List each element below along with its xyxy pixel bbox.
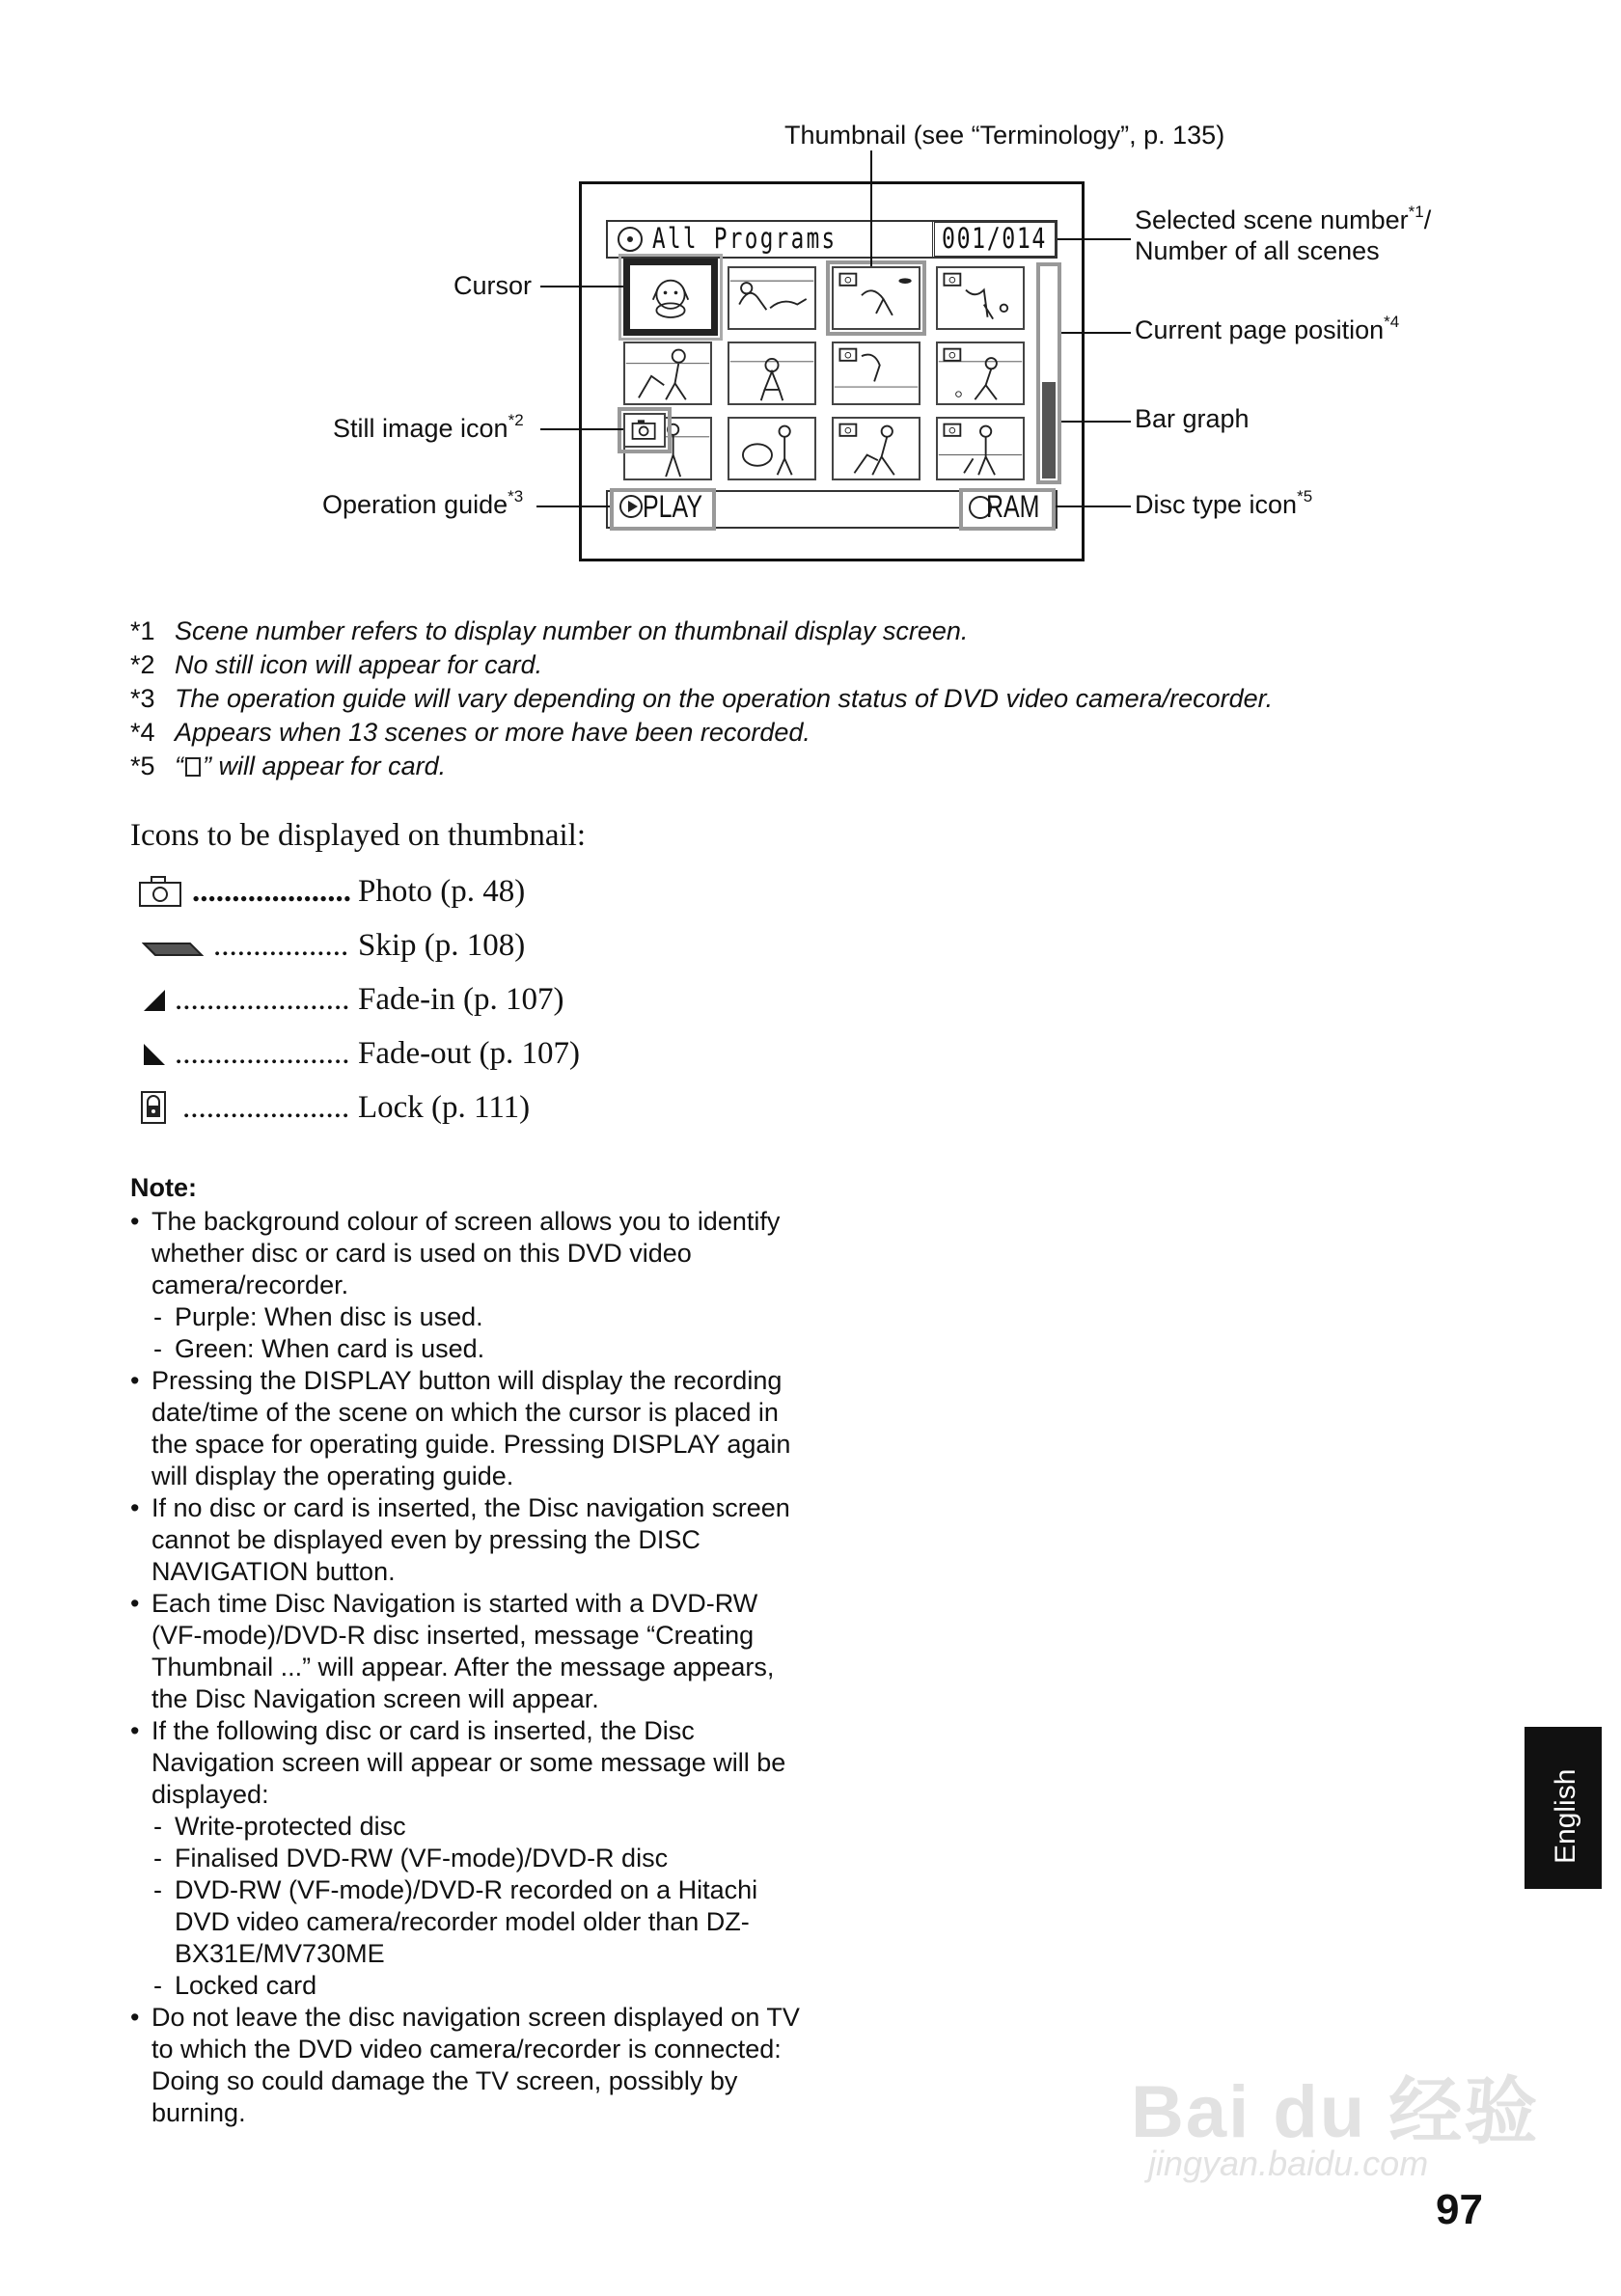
language-label: English — [1550, 1768, 1581, 1864]
callout-still-image — [333, 413, 524, 444]
fade-in-icon — [142, 988, 167, 1013]
note-item — [130, 1715, 806, 2002]
callout-disc-type — [1135, 489, 1312, 520]
leader-line — [1061, 332, 1131, 334]
note-list — [130, 1206, 806, 2129]
callout-thumbnail: Thumbnail (see “Terminology”, p. 135) — [784, 121, 1225, 150]
thumbnail[interactable] — [728, 342, 816, 405]
thumbnail[interactable] — [728, 417, 816, 480]
thumbnail[interactable] — [832, 342, 920, 405]
thumbnail[interactable] — [623, 342, 712, 405]
play-label: PLAY — [643, 489, 702, 524]
leader-dots: ...................... — [175, 1036, 350, 1071]
card-icon — [185, 757, 201, 777]
note-sub-item: - Write-protected disc — [151, 1811, 806, 1843]
note-item — [130, 1365, 806, 1492]
footnote-mark: *4 — [130, 718, 155, 747]
skip-icon — [142, 936, 204, 959]
footnote-text: No still icon will appear for card. — [175, 650, 543, 679]
screen-title: All Programs — [652, 222, 838, 255]
footnote-text: ” will appear for card. — [203, 752, 447, 780]
note-text: • If no disc or card is inserted, the Disc navigation screen cannot be displayed even by pressing the DISC NAVIGATION button. — [151, 1493, 790, 1586]
note-item — [130, 1206, 806, 1365]
bar-graph — [1042, 382, 1056, 478]
leader-line — [1058, 238, 1131, 240]
footnote-text: The operation guide will vary depending on the operation status of DVD video camera/recorder. — [175, 684, 1274, 713]
leader-line — [1061, 421, 1131, 423]
note-sub-item: - Purple: When disc is used. — [151, 1301, 806, 1333]
note-sub-item: - Finalised DVD-RW (VF-mode)/DVD-R disc — [151, 1843, 806, 1874]
disc-type-label: RAM — [986, 489, 1040, 524]
leader-dots: ...................... — [175, 982, 350, 1017]
icon-label: Fade-out (p. 107) — [358, 1036, 581, 1071]
leader-line — [536, 506, 610, 507]
callout-bar-graph: Bar graph — [1135, 404, 1250, 433]
icon-label: Photo (p. 48) — [358, 874, 526, 909]
callout-current-page — [1135, 314, 1399, 345]
note-text: • If the following disc or card is inserted, the Disc Navigation screen will appear or some message will be displayed: — [151, 1716, 786, 1809]
leader-line — [870, 150, 872, 266]
note-text: • Pressing the DISPLAY button will display the recording date/time of the scene on which the cursor is placed in the space for operating guide. Pressing DISPLAY again will display the operating guide. — [151, 1366, 791, 1490]
footnote — [130, 751, 446, 781]
footnote-text: Appears when 13 scenes or more have been recorded. — [175, 718, 810, 747]
still-image-icon — [623, 413, 666, 448]
callout-number-of-scenes: Number of all scenes — [1135, 236, 1380, 265]
icons-heading: Icons to be displayed on thumbnail: — [130, 818, 587, 853]
note-sub-item: - Green: When card is used. — [151, 1333, 806, 1365]
note-text: • Each time Disc Navigation is started with a DVD-RW (VF-mode)/DVD-R disc inserted, message “Creating Thumbnail ...” will appear. After the message appears, the Disc Navigation screen will appear. — [151, 1589, 775, 1713]
thumbnail[interactable] — [936, 417, 1025, 480]
footnote — [130, 649, 542, 680]
thumbnail[interactable] — [728, 266, 816, 330]
note-title: Note: — [130, 1173, 197, 1202]
footnote-ref: *1 — [1408, 203, 1424, 221]
footnote-ref: *4 — [1384, 313, 1400, 331]
footnote — [130, 683, 1273, 714]
thumbnail[interactable] — [832, 417, 920, 480]
camera-icon — [138, 874, 184, 909]
thumbnail[interactable] — [936, 342, 1025, 405]
lock-icon — [140, 1090, 167, 1125]
play-icon — [619, 495, 643, 518]
callout-cursor: Cursor — [453, 271, 533, 300]
note-text: • The background colour of screen allows you to identify whether disc or card is used on this DVD video camera/recorder. — [151, 1207, 781, 1299]
footnote-ref: *2 — [508, 411, 524, 429]
callout-text: Selected scene number — [1135, 205, 1409, 234]
note-item — [130, 1492, 806, 1588]
thumbnail[interactable] — [832, 266, 920, 330]
leader-dots: ..................... — [182, 1090, 350, 1125]
callout-text: Still image icon — [333, 414, 508, 443]
footnote — [130, 615, 968, 646]
note-sub-item: - DVD-RW (VF-mode)/DVD-R recorded on a Hitachi DVD video camera/recorder model older than DZ-BX31E/MV730ME — [151, 1874, 806, 1970]
footnote-ref: *5 — [1297, 487, 1313, 506]
footnote-mark: *2 — [130, 650, 155, 679]
watermark: Bai du 经验 — [1131, 2071, 1540, 2153]
note-sub-item: - Locked card — [151, 1970, 806, 2002]
scene-counter: 001/014 — [942, 222, 1047, 255]
footnote-mark: *3 — [130, 684, 155, 713]
footnote-mark: *5 — [130, 752, 155, 780]
callout-operation-guide — [322, 489, 523, 520]
footnote — [130, 717, 810, 748]
note-text: • Do not leave the disc navigation screen displayed on TV to which the DVD video camera/recorder is connected: Doing so could damage the TV screen, possibly by burning. — [151, 2003, 800, 2127]
callout-selected-scene — [1135, 205, 1431, 235]
icon-label: Lock (p. 111) — [358, 1090, 531, 1125]
page-number: 97 — [1436, 2186, 1483, 2233]
icon-label: Skip (p. 108) — [358, 928, 526, 963]
thumbnail[interactable] — [936, 266, 1025, 330]
leader-dots: .................... — [192, 874, 351, 909]
leader-line — [540, 286, 623, 287]
footnote-mark: *1 — [130, 616, 155, 645]
callout-slash: / — [1423, 205, 1432, 234]
leader-line — [540, 428, 623, 430]
note-item — [130, 1588, 806, 1715]
footnote-text: Scene number refers to display number on thumbnail display screen. — [175, 616, 969, 645]
fade-out-icon — [142, 1042, 167, 1067]
callout-text: Operation guide — [322, 490, 508, 519]
leader-dots: ................. — [213, 928, 349, 963]
icon-label: Fade-in (p. 107) — [358, 982, 564, 1017]
footnote-ref: *3 — [508, 487, 524, 506]
callout-text: Disc type icon — [1135, 490, 1298, 519]
footnote-text: “ — [175, 752, 183, 780]
note-item — [130, 2002, 806, 2129]
callout-text: Current page position — [1135, 315, 1385, 344]
leader-line — [1056, 506, 1131, 507]
page-position-scrollbar[interactable] — [1036, 262, 1061, 484]
watermark-url: jingyan.baidu.com — [1148, 2144, 1429, 2183]
thumbnail-cursor[interactable] — [623, 259, 718, 336]
disc-icon — [618, 227, 643, 252]
